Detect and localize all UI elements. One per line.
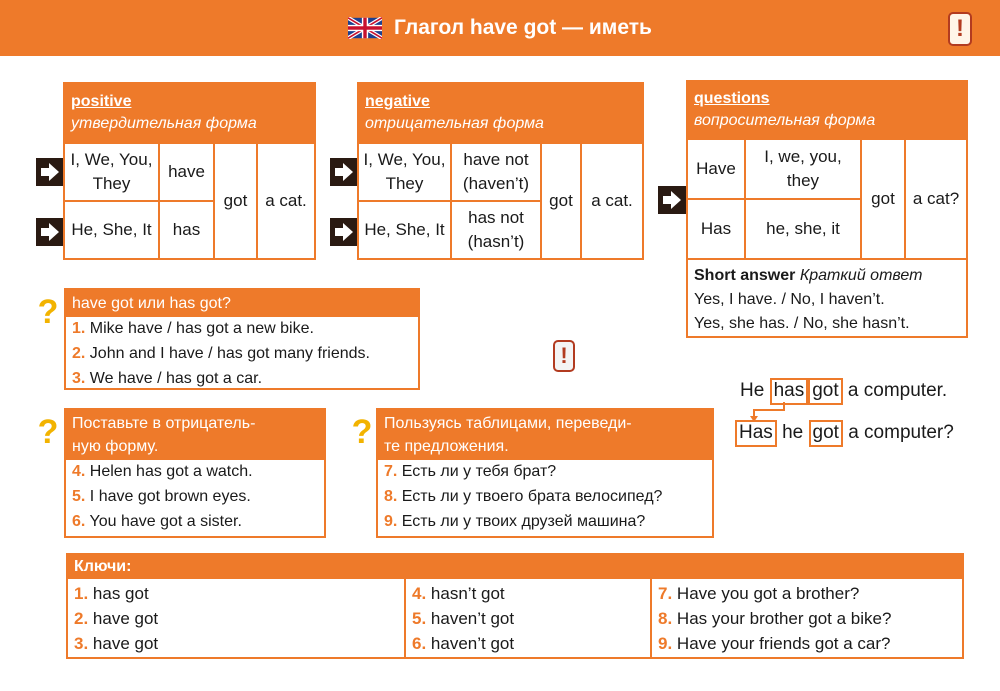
key-item: 1. has got	[74, 584, 149, 603]
exercise-item: 6. You have got a sister.	[72, 512, 242, 530]
key-item: 8. Has your brother got a bike?	[658, 609, 892, 629]
key-item: 4. hasn’t got	[412, 584, 505, 603]
arrow-right-icon	[36, 218, 64, 246]
exercise-item: 5. I have got brown eyes.	[72, 488, 251, 506]
questions-subject-2: he, she, it	[745, 199, 861, 259]
arrow-right-icon	[330, 218, 358, 246]
exercise-3-title	[378, 410, 712, 460]
question-icon: ?	[37, 293, 59, 331]
exclamation-icon: !	[553, 340, 575, 372]
exercise-item: 4. Helen has got a watch.	[72, 463, 253, 481]
exercise-1-title: have got или has got?	[66, 290, 418, 317]
exercise-3-title-line-1: Пользуясь таблицами, переведи-	[384, 415, 632, 432]
arrow-right-icon	[330, 158, 358, 186]
questions-got: got	[861, 139, 905, 259]
negative-subject-2: He, She, It	[358, 201, 451, 259]
positive-title-ru: утвердительная форма	[71, 115, 257, 132]
exercise-3-box	[376, 408, 714, 538]
demo-has-question: Has	[735, 420, 777, 447]
exercise-item: 9. Есть ли у твоих друзей машина?	[384, 512, 646, 530]
key-item: 9. Have your friends got a car?	[658, 634, 891, 654]
exercise-2-box	[64, 408, 326, 538]
uk-flag-icon	[348, 17, 382, 39]
positive-verb-2: has	[159, 201, 214, 259]
demo-he: He	[740, 380, 765, 401]
negative-table	[357, 82, 644, 260]
questions-table	[686, 80, 968, 260]
positive-verb-1: have	[159, 143, 214, 201]
questions-verb-1: Have	[687, 139, 745, 199]
demo-sentence-2	[735, 420, 954, 447]
positive-object: a cat.	[257, 143, 315, 259]
page-title-text: Глагол have got — иметь	[394, 16, 652, 39]
exercise-item: 7. Есть ли у тебя брат?	[384, 463, 557, 481]
key-item: 5. haven’t got	[412, 609, 515, 629]
exercise-2-title-line-2: ную форму.	[72, 438, 159, 456]
exercise-3-title-line-2: те предложения.	[384, 438, 509, 456]
exercise-item: 1. Mike have / has got a new bike.	[72, 320, 314, 338]
negative-verb-1: have not (haven’t)	[451, 143, 541, 201]
keys-column-3	[652, 579, 962, 657]
demo-has: has	[770, 378, 809, 405]
exercise-item: 2. John and I have / has got many friends.	[72, 344, 370, 362]
negative-subject-1: I, We, You, They	[358, 143, 451, 201]
questions-header	[687, 81, 967, 139]
demo-rest: a computer.	[847, 380, 948, 401]
negative-verb-2: has not (hasn’t)	[451, 201, 541, 259]
short-answer-label-en: Short answer	[694, 267, 796, 284]
short-answer-box	[686, 260, 968, 338]
exercise-2-title	[66, 410, 324, 460]
keys-column-2	[406, 579, 652, 657]
positive-header	[64, 83, 315, 143]
key-item: 3. have got	[74, 634, 159, 654]
demo-he-question: he	[782, 422, 804, 443]
short-answer-line-2: Yes, she has. / No, she hasn’t.	[694, 315, 910, 332]
question-icon: ?	[37, 413, 59, 451]
exercise-item: 3. We have / has got a car.	[72, 369, 263, 387]
short-answer-line-1: Yes, I have. / No, I haven’t.	[694, 291, 885, 308]
demo-got: got	[808, 378, 842, 405]
keys-title: Ключи:	[68, 555, 962, 579]
short-answer-label-ru: Краткий ответ	[799, 267, 923, 284]
keys-column-1	[68, 579, 406, 657]
exercise-2-title-line-1: Поставьте в отрицатель-	[72, 415, 256, 432]
positive-subject-2: He, She, It	[64, 201, 159, 259]
exercise-item: 8. Есть ли у твоего брата велосипед?	[384, 488, 663, 506]
negative-object: a cat.	[581, 143, 643, 259]
positive-got: got	[214, 143, 257, 259]
answer-keys	[66, 553, 964, 659]
positive-title-en: positive	[71, 92, 132, 110]
questions-verb-2: Has	[687, 199, 745, 259]
arrow-right-icon	[36, 158, 64, 186]
negative-got: got	[541, 143, 581, 259]
questions-subject-1: I, we, you, they	[745, 139, 861, 199]
positive-subject-1: I, We, You, They	[64, 143, 159, 201]
demo-rest-question: a computer?	[848, 422, 954, 443]
positive-table	[63, 82, 316, 260]
key-item: 2. have got	[74, 609, 159, 629]
negative-title-ru: отрицательная форма	[365, 115, 544, 132]
arrow-right-icon	[658, 186, 686, 214]
key-item: 6. haven’t got	[412, 634, 515, 654]
exclamation-icon: !	[948, 12, 972, 46]
questions-title-ru: вопросительная форма	[694, 112, 876, 129]
key-item: 7. Have you got a brother?	[658, 584, 860, 603]
questions-object: a cat?	[905, 139, 967, 259]
demo-got-question: got	[809, 420, 843, 447]
negative-title-en: negative	[365, 92, 430, 110]
negative-header	[358, 83, 643, 143]
exercise-1-box	[64, 288, 420, 390]
demo-sentence-1	[740, 378, 947, 405]
question-icon: ?	[351, 413, 373, 451]
questions-title-en: questions	[694, 89, 770, 107]
page-title	[0, 0, 1000, 56]
